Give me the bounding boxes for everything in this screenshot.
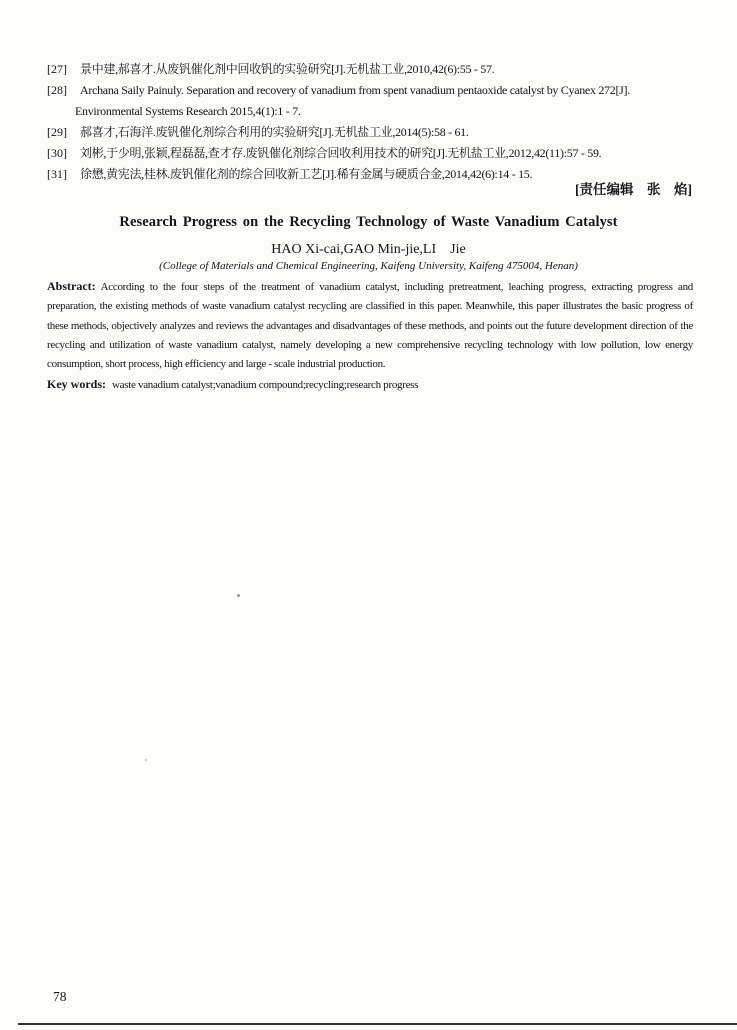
abstract-text: According to the four steps of the treatment of vanadium catalyst, including pretreatment, leaching progress, extracting progress and preparation, the existing methods of waste vanadium catalyst recycling are classified in this paper. Meanwhile, this paper illustrates the basic progress of these methods, objectively analyzes and reviews the advantages and disadvantages of these methods, and points out the future development direction of the recycling and utilization of waste vanadium catalyst, namely developing a new comprehensive recycling technology with low pollution, low energy consumption, short process, high efficiency and large - scale industrial production. — [47, 281, 693, 371]
abstract-paragraph — [47, 277, 693, 374]
scan-noise-speck — [145, 759, 147, 761]
keywords-line — [47, 375, 693, 395]
reference-text: 景中建,郝喜才.从废钒催化剂中回收钒的实验研究[J].无机盐工业,2010,42(6):55 - 57. — [80, 62, 495, 76]
scan-noise-speck — [237, 594, 240, 597]
reference-list — [47, 59, 692, 185]
article-authors: HAO Xi-cai,GAO Min-jie,LI Jie — [271, 242, 466, 257]
keywords-text: waste vanadium catalyst;vanadium compound;recycling;research progress — [112, 379, 419, 392]
reference-item — [47, 122, 692, 143]
reference-label: [28] — [47, 83, 67, 97]
reference-label: [30] — [47, 146, 67, 160]
reference-label: [27] — [47, 62, 67, 76]
responsible-editor-note: [责任编辑 张 焰] — [575, 182, 692, 197]
reference-text: 郝喜才,石海洋.废钒催化剂综合利用的实验研究[J].无机盐工业,2014(5):58 - 61. — [80, 125, 469, 139]
abstract-label: Abstract: — [47, 279, 96, 293]
reference-text: Archana Saily Painuly. Separation and recovery of vanadium from spent vanadium pentaoxide catalyst by Cyanex 272[J]. Environmental Systems Research 2015,4(1):1 - 7. — [75, 83, 630, 118]
scan-edge-line — [18, 1023, 737, 1025]
page-number: 78 — [53, 989, 67, 1004]
keywords-label: Key words: — [47, 377, 106, 392]
reference-text: 徐懋,黄宪法,桂林.废钒催化剂的综合回收新工艺[J].稀有金属与硬质合金,2014,42(6):14 - 15. — [80, 167, 533, 181]
reference-item — [47, 80, 692, 122]
reference-label: [29] — [47, 125, 67, 139]
reference-label: [31] — [47, 167, 67, 181]
abstract-section — [47, 277, 693, 396]
reference-item — [47, 59, 692, 80]
reference-item — [47, 143, 692, 164]
article-title-english: Research Progress on the Recycling Technology of Waste Vanadium Catalyst — [119, 214, 618, 230]
reference-text: 刘彬,于少明,张颖,程磊磊,查才存.废钒催化剂综合回收利用技术的研究[J].无机盐工业,2012,42(11):57 - 59. — [80, 146, 602, 160]
article-affiliation: (College of Materials and Chemical Engineering, Kaifeng University, Kaifeng 475004, Henan) — [159, 260, 578, 272]
